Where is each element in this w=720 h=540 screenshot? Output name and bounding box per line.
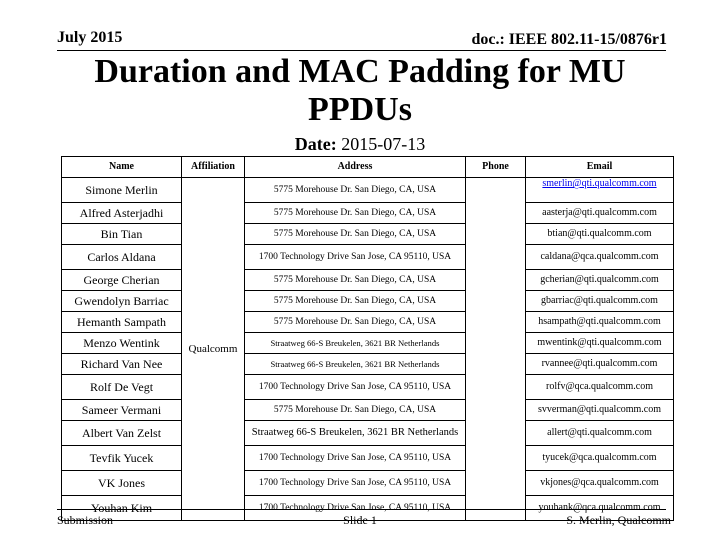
- author-address: 1700 Technology Drive San Jose, CA 95110, USA: [245, 496, 466, 521]
- table-row: [62, 245, 674, 270]
- author-email: vkjones@qca.qualcomm.com: [526, 471, 674, 496]
- slide-date: [60, 134, 660, 155]
- author-name: Richard Van Nee: [62, 354, 182, 375]
- col-header-email: Email: [526, 157, 674, 178]
- col-header-phone: Phone: [466, 157, 526, 178]
- author-address: 1700 Technology Drive San Jose, CA 95110, USA: [245, 375, 466, 400]
- table-row: [62, 312, 674, 333]
- col-header-affiliation: Affiliation: [182, 157, 245, 178]
- author-name: Sameer Vermani: [62, 400, 182, 421]
- table-row: [62, 203, 674, 224]
- author-address: Straatweg 66-S Breukelen, 3621 BR Netherlands: [245, 333, 466, 354]
- table-row: [62, 354, 674, 375]
- col-header-address: Address: [245, 157, 466, 178]
- author-name: Albert Van Zelst: [62, 421, 182, 446]
- author-email-link[interactable]: smerlin@qti.qualcomm.com: [542, 178, 657, 189]
- authors-table: [61, 156, 674, 521]
- author-name: Youhan Kim: [62, 496, 182, 521]
- author-address: 5775 Morehouse Dr. San Diego, CA, USA: [245, 291, 466, 312]
- author-address: 5775 Morehouse Dr. San Diego, CA, USA: [245, 178, 466, 203]
- author-email: allert@qti.qualcomm.com: [526, 421, 674, 446]
- date-value: 2015-07-13: [341, 134, 426, 154]
- author-name: Alfred Asterjadhi: [62, 203, 182, 224]
- author-name: George Cherian: [62, 270, 182, 291]
- footer-submission: Submission: [57, 513, 114, 527]
- author-address: 5775 Morehouse Dr. San Diego, CA, USA: [245, 270, 466, 291]
- author-name: Gwendolyn Barriac: [62, 291, 182, 312]
- slide-title-line-1: Duration and MAC Padding for MU: [94, 53, 626, 90]
- affiliation-cell: Qualcomm: [182, 178, 245, 521]
- date-label: Date:: [294, 134, 337, 154]
- author-address: 1700 Technology Drive San Jose, CA 95110, USA: [245, 245, 466, 270]
- author-name: Carlos Aldana: [62, 245, 182, 270]
- author-email: svverman@qti.qualcomm.com: [526, 400, 674, 421]
- table-header-row: [62, 157, 674, 178]
- author-name: Hemanth Sampath: [62, 312, 182, 333]
- author-email: btian@qti.qualcomm.com: [526, 224, 674, 245]
- author-email: rolfv@qca.qualcomm.com: [526, 375, 674, 400]
- table-row: [62, 178, 674, 203]
- author-email: aasterja@qti.qualcomm.com: [526, 203, 674, 224]
- author-name: Simone Merlin: [62, 178, 182, 203]
- footer-author: S. Merlin, Qualcomm: [566, 513, 671, 527]
- header-date: July 2015: [57, 29, 123, 46]
- author-email: tyucek@qca.qualcomm.com: [526, 446, 674, 471]
- footer-slide-number: Slide 1: [343, 513, 377, 527]
- table-row: [62, 270, 674, 291]
- footer-rule: [57, 509, 666, 510]
- table-row: [62, 291, 674, 312]
- author-email: youhank@qca.qualcomm.com: [526, 496, 674, 521]
- author-name: Bin Tian: [62, 224, 182, 245]
- table-row: [62, 446, 674, 471]
- header-rule: [57, 50, 666, 51]
- table-row: [62, 400, 674, 421]
- slide-title-line-2: PPDUs: [308, 91, 412, 128]
- author-email: caldana@qca.qualcomm.com: [526, 245, 674, 270]
- author-address: 5775 Morehouse Dr. San Diego, CA, USA: [245, 312, 466, 333]
- author-name: VK Jones: [62, 471, 182, 496]
- phone-cell: [466, 178, 526, 521]
- author-email: hsampath@qti.qualcomm.com: [526, 312, 674, 333]
- table-row: [62, 333, 674, 354]
- author-address: Straatweg 66-S Breukelen, 3621 BR Netherlands: [245, 354, 466, 375]
- table-row: [62, 471, 674, 496]
- author-email: mwentink@qti.qualcomm.com: [526, 333, 674, 354]
- author-name: Menzo Wentink: [62, 333, 182, 354]
- author-name: Tevfik Yucek: [62, 446, 182, 471]
- col-header-name: Name: [62, 157, 182, 178]
- table-row: [62, 421, 674, 446]
- slide-title: [60, 53, 660, 129]
- author-email[interactable]: [526, 178, 674, 203]
- author-email: rvannee@qti.qualcomm.com: [526, 354, 674, 375]
- author-name: Rolf De Vegt: [62, 375, 182, 400]
- header-doc-id: doc.: IEEE 802.11-15/0876r1: [471, 31, 667, 48]
- author-address: 1700 Technology Drive San Jose, CA 95110, USA: [245, 446, 466, 471]
- author-address: Straatweg 66-S Breukelen, 3621 BR Netherlands: [245, 421, 466, 446]
- author-email: gcherian@qti.qualcomm.com: [526, 270, 674, 291]
- author-address: 5775 Morehouse Dr. San Diego, CA, USA: [245, 224, 466, 245]
- table-row: [62, 224, 674, 245]
- table-row: [62, 375, 674, 400]
- author-address: 1700 Technology Drive San Jose, CA 95110, USA: [245, 471, 466, 496]
- author-email: gbarriac@qti.qualcomm.com: [526, 291, 674, 312]
- author-address: 5775 Morehouse Dr. San Diego, CA, USA: [245, 400, 466, 421]
- author-address: 5775 Morehouse Dr. San Diego, CA, USA: [245, 203, 466, 224]
